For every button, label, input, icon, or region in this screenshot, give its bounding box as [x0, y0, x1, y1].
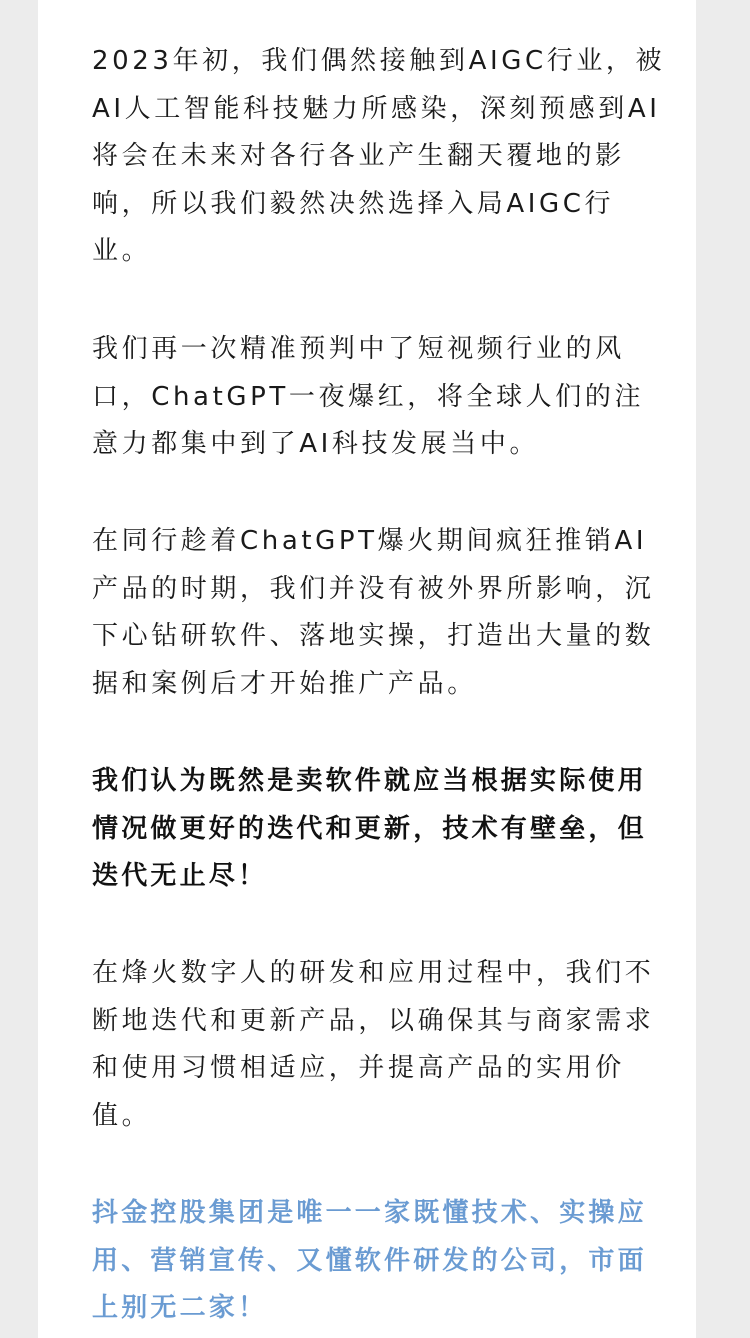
- right-margin: [696, 0, 750, 1338]
- paragraph-chatgpt: 我们再一次精准预判中了短视频行业的风口，ChatGPT一夜爆红，将全球人们的注意力都集中到了AI科技发展当中。: [92, 334, 645, 459]
- left-margin: [0, 0, 38, 1338]
- paragraph-bold-statement: 我们认为既然是卖软件就应当根据实际使用情况做更好的迭代和更新，技术有壁垒，但迭代无止尽！: [92, 766, 647, 891]
- paragraph-iteration: 在烽火数字人的研发和应用过程中，我们不断地迭代和更新产品，以确保其与商家需求和使用习惯相适应，并提高产品的实用价值。: [92, 958, 655, 1131]
- paragraph-product: 在同行趁着ChatGPT爆火期间疯狂推销AI产品的时期，我们并没有被外界所影响，沉下心钻研软件、落地实操，打造出大量的数据和案例后才开始推广产品。: [92, 526, 655, 699]
- paragraph-highlight: 抖金控股集团是唯一一家既懂技术、实操应用、营销宣传、又懂软件研发的公司，市面上别无二家！: [92, 1198, 647, 1323]
- paragraph-intro: 2023年初，我们偶然接触到AIGC行业，被AI人工智能科技魅力所感染，深刻预感到AI将会在未来对各行各业产生翻天覆地的影响，所以我们毅然决然选择入局AIGC行业。: [92, 46, 666, 266]
